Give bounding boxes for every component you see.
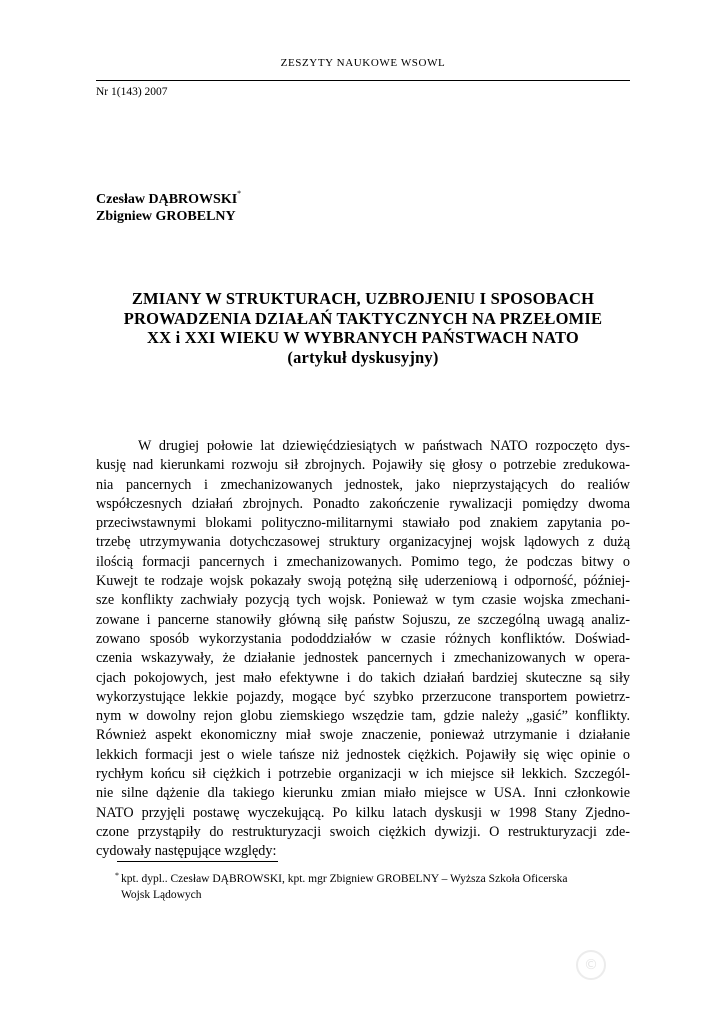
body-line: rychłym końcu sił ciężkich i potrzebie organizacji w ich miejsce sił lekkich. Szczegól- bbox=[96, 766, 630, 783]
footnote-divider bbox=[117, 861, 278, 862]
copyright-icon: © bbox=[576, 950, 606, 980]
footnote-line: Wojsk Lądowych bbox=[121, 889, 202, 901]
body-line: sze konflikty zachwiały pozycją tych wojsk. Ponieważ w tym czasie wojska zmechani- bbox=[96, 592, 630, 609]
authors-block bbox=[96, 191, 241, 225]
author-first bbox=[96, 191, 241, 208]
body-line: trzebę utrzymywania dotychczasowej struktury organizacyjnej wojsk lądowych z dużą bbox=[96, 534, 630, 551]
author-footnote-mark: * bbox=[237, 189, 242, 198]
issue-number: Nr 1(143) 2007 bbox=[96, 86, 168, 98]
body-line: czone przystąpiły do restrukturyzacji swoich ciężkich dywizji. O restrukturyzacji zde- bbox=[96, 823, 630, 840]
body-line: przeciwstawnymi blokami polityczno-militarnymi stawiało pod znakiem zapytania po- bbox=[96, 515, 630, 532]
title-subtitle: (artykuł dyskusyjny) bbox=[287, 347, 439, 367]
body-paragraph bbox=[96, 437, 630, 862]
footnote bbox=[117, 871, 630, 903]
title-line: PROWADZENIA DZIAŁAŃ TAKTYCZNYCH NA PRZEŁOMIE bbox=[123, 308, 603, 328]
header-divider bbox=[96, 80, 630, 81]
body-line: cydowały następujące względy: bbox=[96, 843, 277, 860]
body-line: nym w dowolny rejon globu ziemskiego wszędzie tam, gdzie należy „gasić” konflikty. bbox=[96, 708, 630, 725]
body-line: kusję nad kierunkami rozwoju sił zbrojnych. Pojawiły się głosy o potrzebie zredukowa- bbox=[96, 457, 630, 474]
body-line: nia pancernych i zmechanizowanych jednostek, jako nieprzystających do realiów bbox=[96, 476, 630, 493]
body-line: cjach pokojowych, jest mało efektywne i do takich działań bardziej skuteczne są siły bbox=[96, 669, 630, 686]
body-line: W drugiej połowie lat dziewięćdziesiątych w państwach NATO rozpoczęto dys- bbox=[138, 438, 630, 454]
body-line: nie silne dążenie dla takiego kierunku zmian miało miejsce w USA. Inni członkowie bbox=[96, 785, 630, 802]
title-line: ZMIANY W STRUKTURACH, UZBROJENIU I SPOSOBACH bbox=[131, 289, 595, 308]
title-line: XX i XXI WIEKU W WYBRANYCH PAŃSTWACH NATO bbox=[147, 328, 579, 347]
journal-title: ZESZYTY NAUKOWE WSOWL bbox=[280, 57, 446, 69]
body-line: lekkich formacji jest o wiele tańsze niż jednostek ciężkich. Pojawiły się więc opinie o bbox=[96, 746, 630, 763]
body-line: NATO przyjęli postawę wyczekującą. Po kilku latach dyskusji w 1998 Stany Zjedno- bbox=[96, 804, 630, 821]
body-line: zowane i pancerne stanowiły główną siłę państw Sojuszu, ze szczególną uwagą analiz- bbox=[96, 611, 630, 628]
footnote-line: kpt. dypl.. Czesław DĄBROWSKI, kpt. mgr Zbigniew GROBELNY – Wyższa Szkoła Oficerska bbox=[121, 873, 568, 885]
author-first-name: Czesław DĄBROWSKI bbox=[96, 192, 238, 207]
body-line: Również aspekt ekonomiczny miał swoje znaczenie, ponieważ utrzymanie i działanie bbox=[96, 727, 630, 744]
body-line: współczesnych działań zbrojnych. Ponadto zakończenie rywalizacji pomiędzy dwoma bbox=[96, 495, 630, 512]
body-line: wykorzystujące lekkie pojazdy, mogące być szybko przerzucone transportem powietrz- bbox=[96, 688, 630, 705]
body-line: Kuwejt te rodzaje wojsk pokazały swoją potężną siłę uderzeniową i odporność, później- bbox=[96, 573, 630, 590]
article-title bbox=[96, 289, 630, 367]
author-second: Zbigniew GROBELNY bbox=[96, 209, 236, 224]
body-line: zowano sposób wykorzystania pododdziałów w czasie różnych konfliktów. Doświad- bbox=[96, 630, 630, 647]
body-line: ilością formacji pancernych i zmechanizowanych. Pomimo tego, że podczas bitwy o bbox=[96, 553, 630, 570]
body-line: czenia wskazywały, że działanie jednostek pancernych i zmechanizowanych w opera- bbox=[96, 650, 630, 667]
footnote-mark: * bbox=[115, 871, 119, 880]
